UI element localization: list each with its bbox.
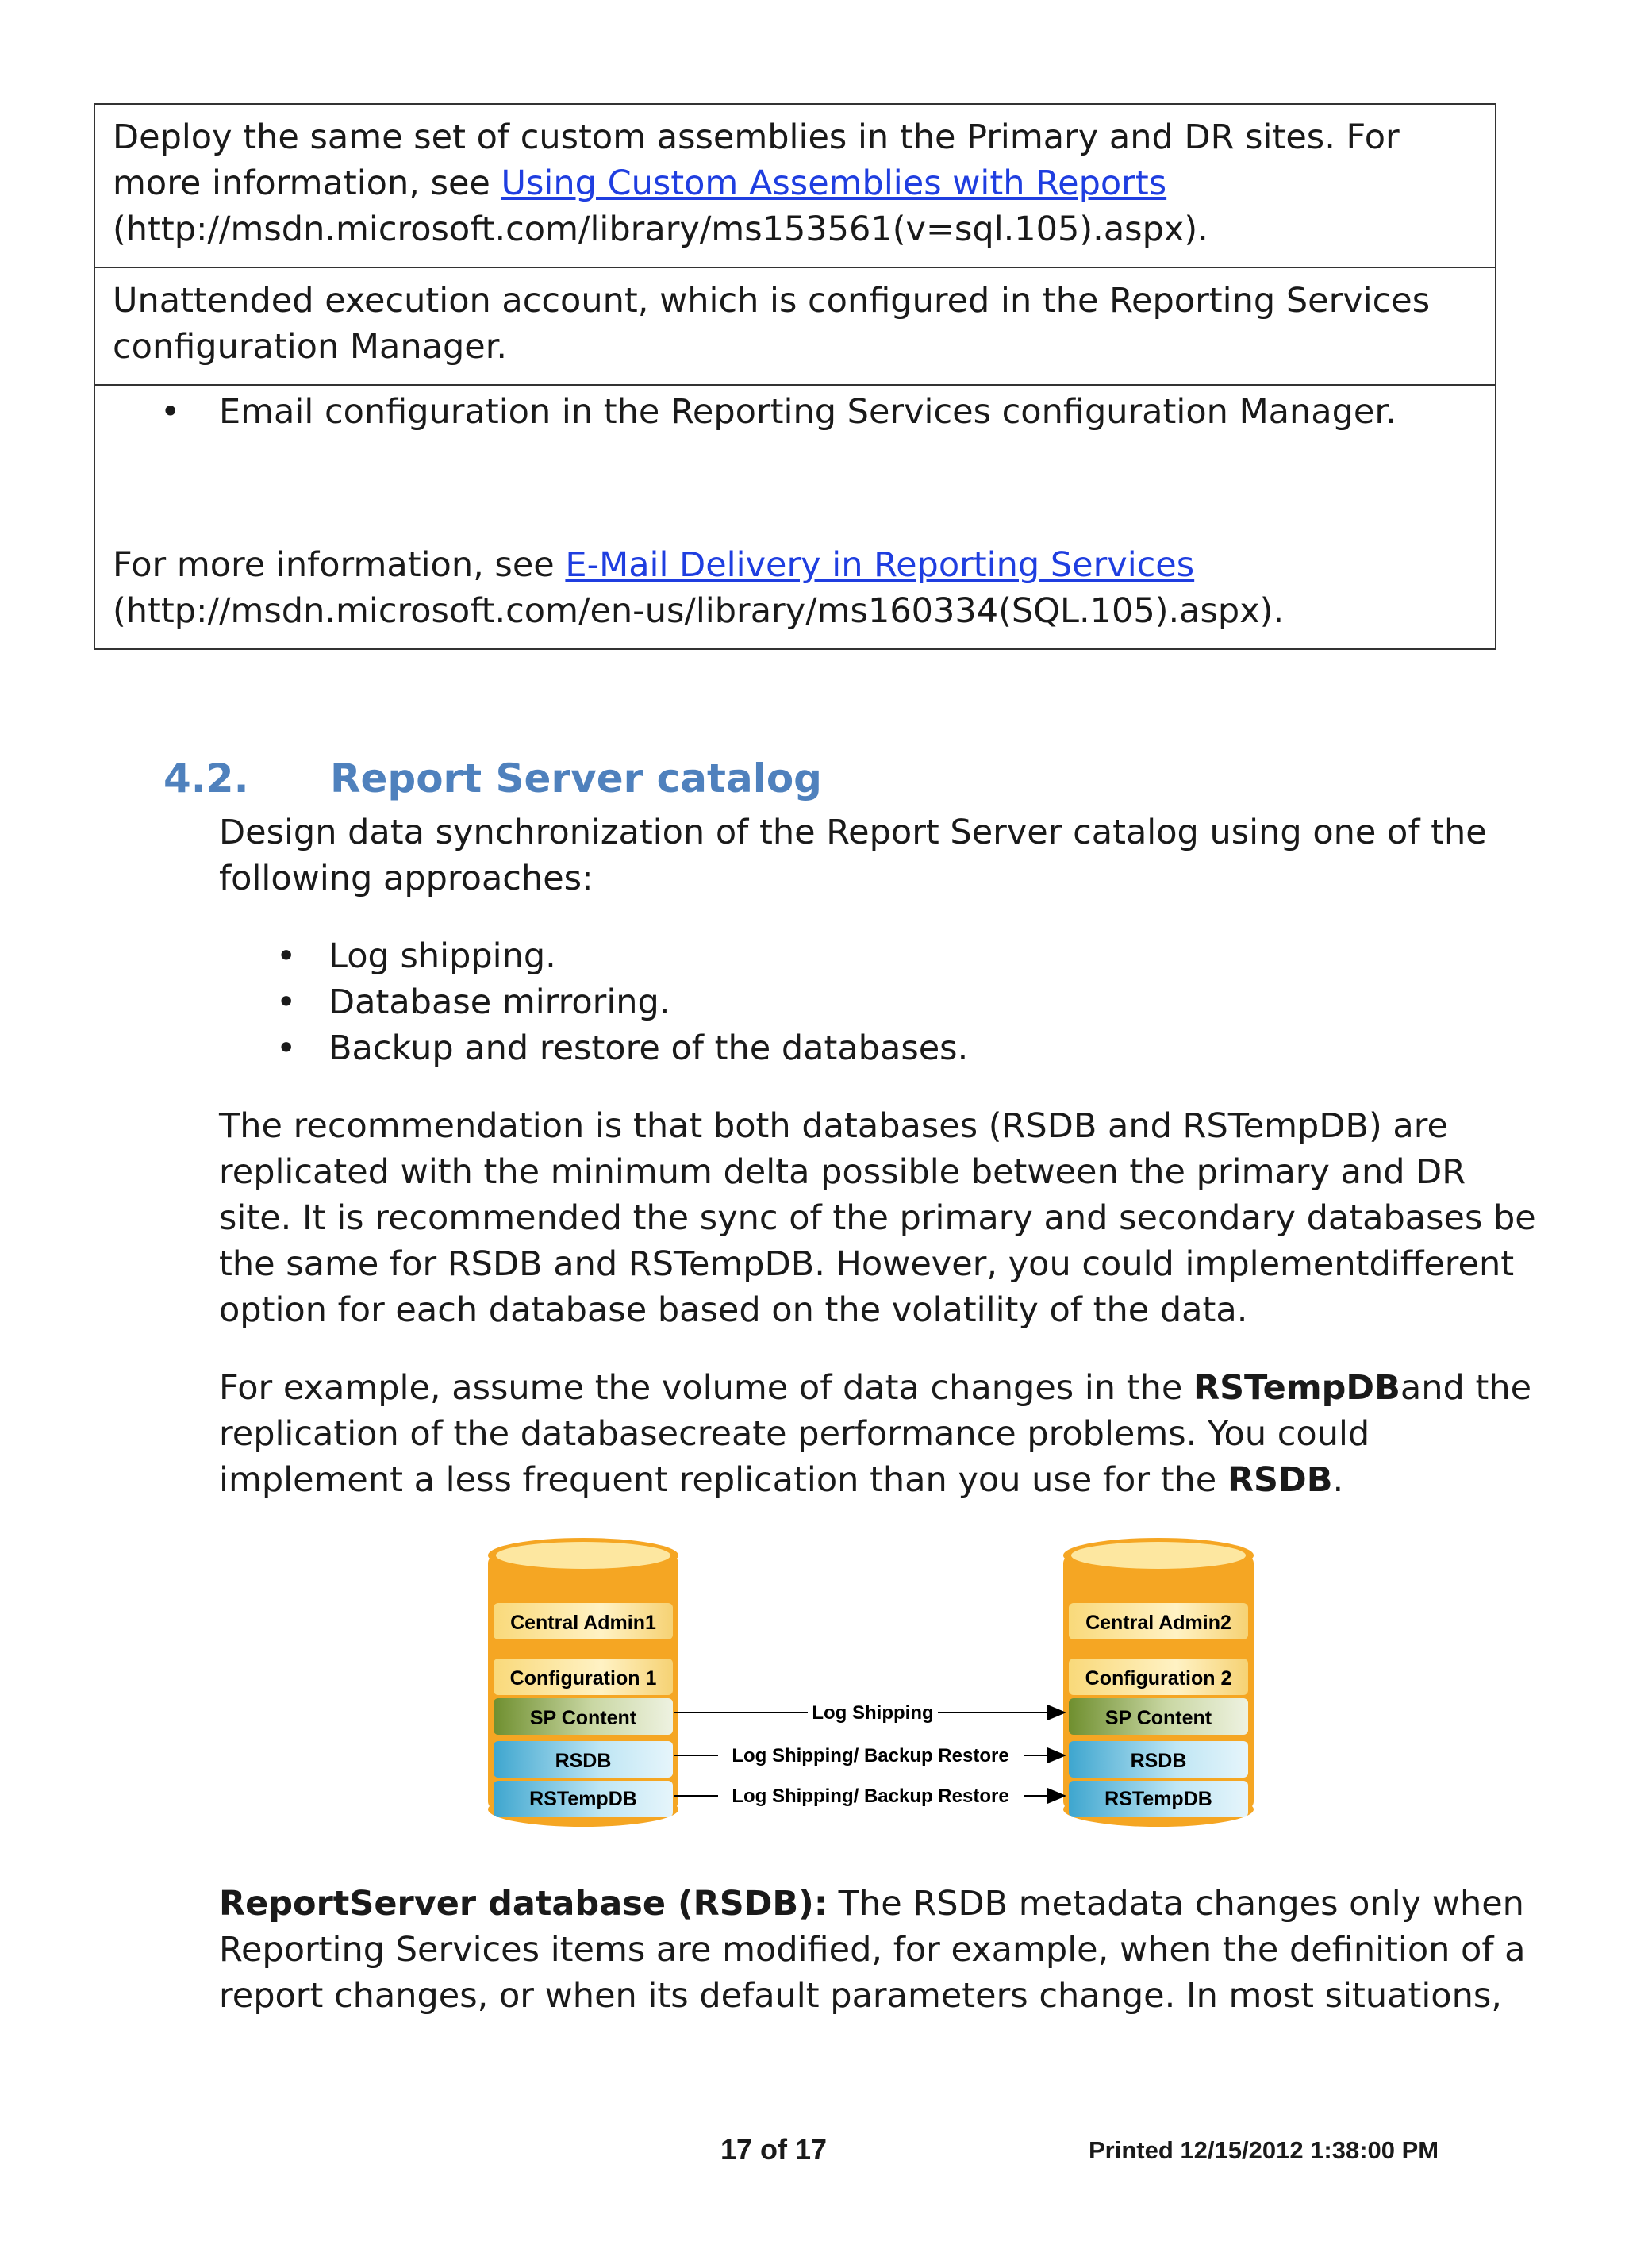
primary-database-cylinder <box>488 1538 678 1827</box>
db-layer-label: SP Content <box>529 1707 637 1729</box>
rsdb-paragraph <box>219 1881 1536 2019</box>
table-row <box>94 267 1496 385</box>
arrow-label: Log Shipping/ Backup Restore <box>732 1745 1009 1766</box>
bullet-text: Email configuration in the Reporting Services configuration Manager. <box>219 392 1396 432</box>
table-row <box>94 385 1496 649</box>
replication-diagram <box>476 1532 1270 1849</box>
cell-text: For more information, see <box>113 545 566 585</box>
db-layer-label: Configuration 1 <box>509 1667 657 1689</box>
paragraph-text: and the replication of the databasecreate performance problems. You could implement a less frequent replication than you use for the <box>219 1368 1532 1500</box>
db-layer-label: RSDB <box>1130 1750 1187 1772</box>
bold-term: ReportServer database (RSDB): <box>219 1884 828 1924</box>
paragraph-text: . <box>1332 1460 1344 1500</box>
table-cell <box>94 104 1496 267</box>
email-delivery-link[interactable]: E-Mail Delivery in Reporting Services <box>565 545 1195 585</box>
table-row <box>94 104 1496 267</box>
list-item-text: Database mirroring. <box>328 982 670 1022</box>
db-layer-label: RSTempDB <box>529 1788 637 1810</box>
list-item: • Backup and restore of the databases. <box>219 1025 1489 1071</box>
cell-url-text: (http://msdn.microsoft.com/en-us/library/ms160334(SQL.105).aspx). <box>113 591 1285 631</box>
bold-term: RSTempDB <box>1193 1368 1400 1408</box>
section-number: 4.2. <box>163 755 249 801</box>
table-cell <box>94 385 1496 649</box>
cell-text: Deploy the same set of custom assemblies in the Primary and DR sites. For more information, see <box>113 117 1400 203</box>
db-layer-label: RSTempDB <box>1104 1788 1212 1810</box>
arrow-label: Log Shipping/ Backup Restore <box>732 1786 1009 1807</box>
dr-database-cylinder <box>1063 1538 1254 1827</box>
approaches-list <box>219 933 1489 1071</box>
section-title: Report Server catalog <box>330 755 822 801</box>
requirements-table <box>94 103 1496 650</box>
bullet-glyph: • <box>160 392 181 432</box>
printed-timestamp: Printed 12/15/2012 1:38:00 PM <box>1089 2136 1439 2164</box>
list-item-text: Log shipping. <box>328 936 556 976</box>
list-item: • Log shipping. <box>219 933 1489 979</box>
db-layer-label: Central Admin1 <box>510 1612 656 1634</box>
custom-assemblies-link[interactable]: Using Custom Assemblies with Reports <box>501 163 1167 203</box>
arrow-label: Log Shipping <box>812 1702 934 1724</box>
section-heading <box>163 755 822 801</box>
page-number: 17 of 17 <box>720 2133 828 2166</box>
replication-arrows <box>674 1702 1065 1807</box>
recommendation-paragraph: The recommendation is that both databases (RSDB and RSTempDB) are replicated with the minimum delta possible between the primary and DR site. It is recommended the sync of the primary and secondary databases be the same for RSDB and RSTempDB. However, you could implementdifferent option for each database based on the volatility of the data. <box>219 1106 1536 1330</box>
list-item: • Database mirroring. <box>219 979 1489 1025</box>
bold-term: RSDB <box>1227 1460 1333 1500</box>
paragraph-text: The RSDB metadata changes only when Reporting Services items are modified, for example, when the definition of a report changes, or when its default parameters change. In most situations, <box>219 1884 1526 2016</box>
db-layer-label: Configuration 2 <box>1085 1667 1232 1689</box>
db-layer-label: Central Admin2 <box>1085 1612 1231 1634</box>
db-layer-label: SP Content <box>1104 1707 1212 1729</box>
db-layer-label: RSDB <box>555 1750 612 1772</box>
example-paragraph <box>219 1365 1536 1503</box>
list-item-text: Backup and restore of the databases. <box>328 1028 969 1068</box>
intro-paragraph: Design data synchronization of the Report Server catalog using one of the following approaches: <box>219 813 1487 898</box>
list-item <box>113 389 1477 435</box>
cell-text: Unattended execution account, which is configured in the Reporting Services configuration Manager. <box>113 281 1431 367</box>
paragraph-text: For example, assume the volume of data changes in the <box>219 1368 1193 1408</box>
cell-url-text: (http://msdn.microsoft.com/library/ms153561(v=sql.105).aspx). <box>113 210 1208 249</box>
table-cell <box>94 267 1496 385</box>
